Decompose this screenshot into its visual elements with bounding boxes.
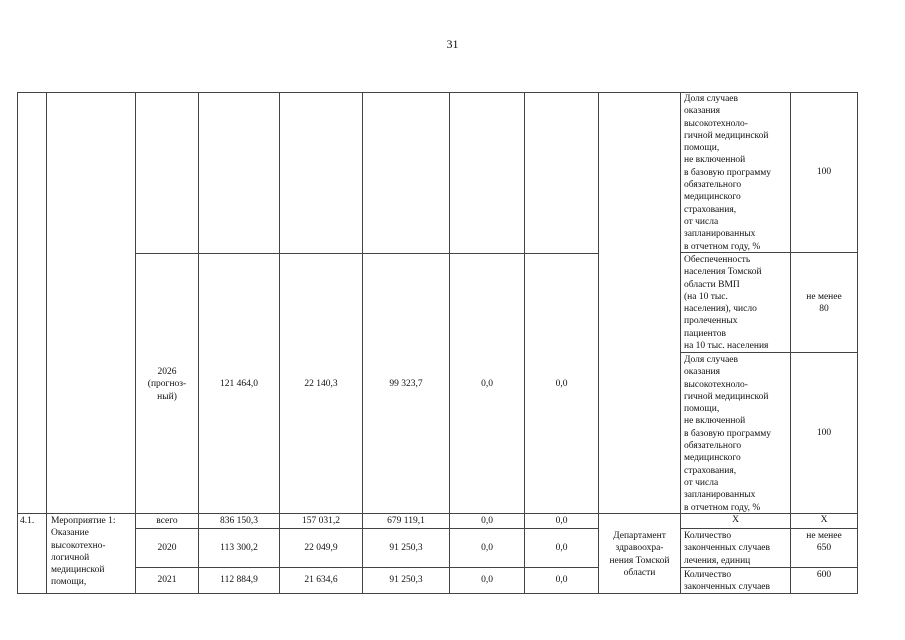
regional-cell: 679 119,1 [387, 516, 425, 526]
year-cell: 2026 (прогноз- ный) [147, 367, 187, 402]
total-cell: 113 300,2 [220, 543, 258, 553]
indicator-cell: Обеспеченность населения Томской области ВМП (на 10 тыс. населения), число пролеченных пациентов на 10 тыс. населения [684, 255, 769, 352]
indicator-value: 600 [816, 570, 832, 580]
column-border [598, 92, 599, 594]
indicator-cell: Количество законченных случаев лечения, единиц [684, 531, 771, 566]
column-border [857, 92, 858, 594]
executor-cell: Департамент здравоохра- нения Томской области [609, 531, 670, 578]
row-separator [680, 567, 857, 568]
local-cell: 0,0 [481, 575, 493, 585]
indicator-cell: Доля случаев оказания высокотехноло- гичной медицинской помощи, не включенной в базовую программу обязательного медицинского страхования, от числа запланированных в отчетном году, % [684, 94, 771, 252]
activity-number: 4.1. [20, 516, 35, 526]
federal-cell: 21 634,6 [304, 575, 338, 585]
federal-cell: 157 031,2 [302, 516, 340, 526]
indicator-value: 100 [816, 428, 832, 438]
indicator-cell: X [732, 515, 739, 525]
total-cell: 121 464,0 [220, 379, 258, 389]
regional-cell: 99 323,7 [389, 379, 423, 389]
indicator-cell: Доля случаев оказания высокотехноло- гичной медицинской помощи, не включенной в базовую программу обязательного медицинского страхования, от числа запланированных в отчетном году, % [684, 355, 771, 513]
row-separator [135, 528, 598, 529]
other-cell: 0,0 [555, 379, 568, 389]
other-cell: 0,0 [555, 575, 568, 585]
other-cell: 0,0 [555, 516, 568, 526]
other-cell: 0,0 [555, 543, 568, 553]
indicator-value: 100 [816, 167, 832, 177]
row-separator [680, 528, 857, 529]
year-cell: 2020 [157, 543, 177, 553]
federal-cell: 22 049,9 [304, 543, 338, 553]
page-number: 31 [446, 37, 459, 51]
column-border [46, 92, 47, 594]
row-separator [135, 253, 598, 254]
regional-cell: 91 250,3 [389, 575, 423, 585]
year-cell: всего [156, 516, 178, 526]
local-cell: 0,0 [481, 543, 493, 553]
federal-cell: 22 140,3 [304, 379, 338, 389]
column-border [17, 92, 18, 594]
indicator-value: не менее 80 [806, 292, 842, 315]
indicator-value: не менее 650 [806, 531, 842, 554]
local-cell: 0,0 [481, 516, 493, 526]
indicator-cell: Количество законченных случаев [684, 570, 771, 593]
year-cell: 2021 [157, 575, 177, 585]
row-separator [135, 567, 598, 568]
indicator-value: X [820, 515, 828, 525]
total-cell: 836 150,3 [220, 516, 258, 526]
local-cell: 0,0 [481, 379, 493, 389]
activity-name: Мероприятие 1: Оказание высокотехно- логичной медицинской помощи, [51, 516, 116, 588]
total-cell: 112 884,9 [220, 575, 258, 585]
regional-cell: 91 250,3 [389, 543, 423, 553]
